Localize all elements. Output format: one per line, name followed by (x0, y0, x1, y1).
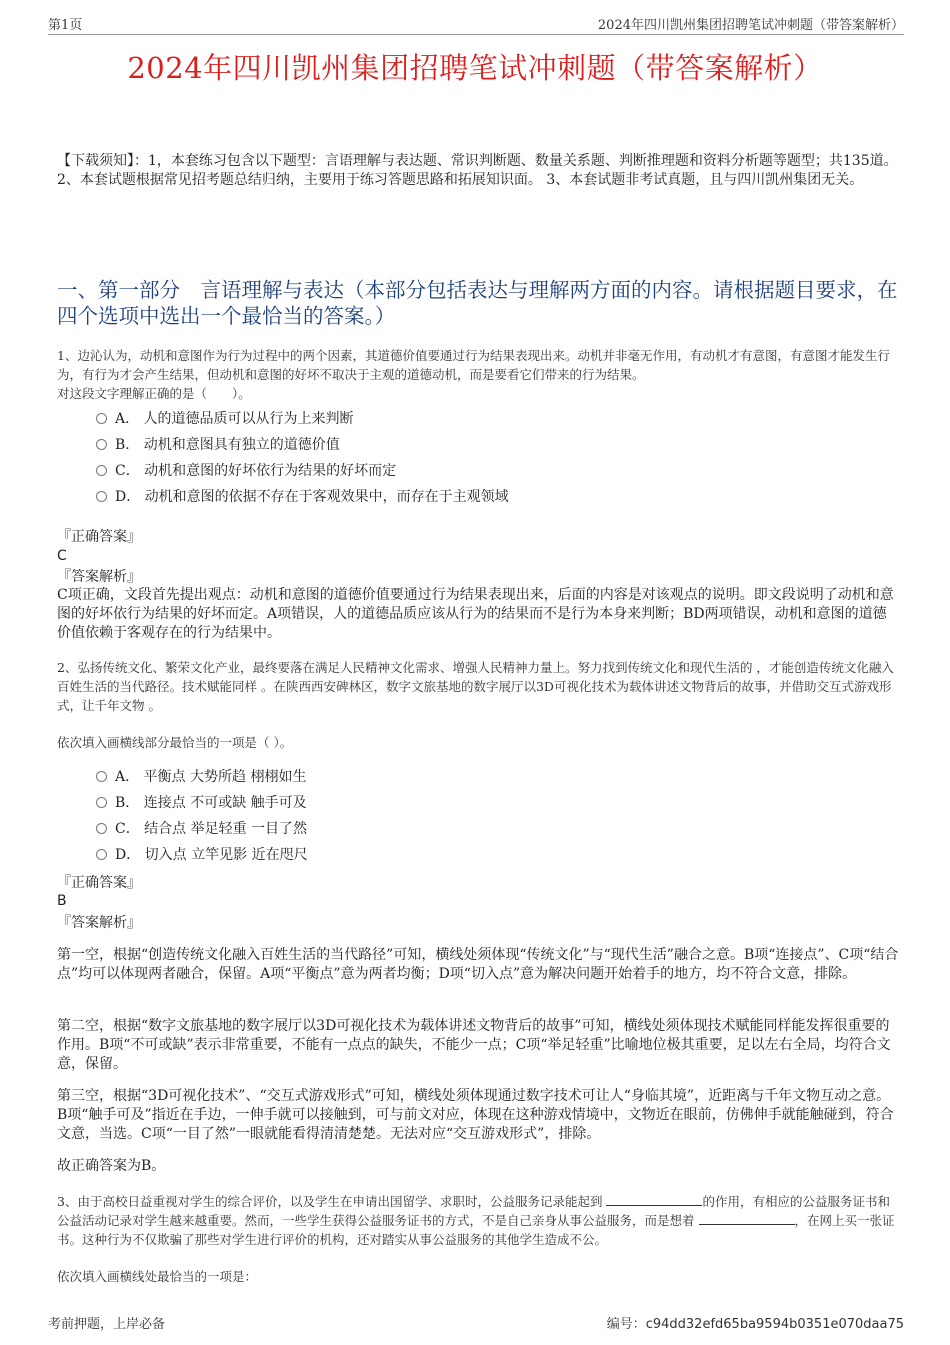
radio-icon[interactable] (96, 491, 107, 502)
q2-answer: B (57, 893, 67, 909)
q1-analysis: C项正确，文段首先提出观点：动机和意图的道德价值要通过行为结果表现出来，后面的内容是对该观点的说明。即文段说明了动机和意图的好坏依行为结果的好坏而定。A项错误，人的道德品质应该从行为的结果而不是行为本身来判断；BD两项错误，动机和意图的道德价值依赖于客观存在的行为结果中。 (57, 587, 894, 641)
q3-stem-a: 3、由于高校日益重视对学生的综合评价，以及学生在申请出国留学、求职时，公益服务记录能起到 (57, 1194, 603, 1209)
q1-stem-text: 1、边沁认为，动机和意图作为行为过程中的两个因素，其道德价值要通过行为结果表现出来。动机并非毫无作用，有动机才有意图，有意图才能发生行为，有行为才会产生结果，但动机和意图的好坏不取决于主观的道德动机，而是要看它们带来的行为结果。 (57, 348, 890, 382)
q3-stem-c: ，在网上买一张证书。这种行为不仅欺骗了那些对学生进行评价的机构，还对踏实从事公益服务的其他学生造成不公。 (57, 1213, 895, 1247)
page-header (48, 14, 904, 35)
fill-blank-2[interactable] (699, 1212, 795, 1225)
q2-analysis-p2: 第二空，根据“数字文旅基地的数字展厅以3D可视化技术为载体讲述文物背后的故事”可知，横线处须体现技术赋能同样能发挥很重要的作用。B项“不可或缺”表示非常重要，不能有一点点的缺失，不能少一点；C项“举足轻重”比喻地位极其重要，足以左右全局，均符合文意，保留。 (57, 1018, 891, 1072)
q1-ask: 对这段文字理解正确的是（ ）。 (57, 386, 251, 401)
radio-icon[interactable] (96, 771, 107, 782)
page-footer (48, 1313, 904, 1333)
q1-option-c-label: C． 动机和意图的好坏依行为结果的好坏而定 (115, 463, 397, 479)
radio-icon[interactable] (96, 465, 107, 476)
q1-option-d-label: D． 动机和意图的依据不存在于客观效果中，而存在于主观领域 (115, 489, 509, 505)
footer-code (607, 1313, 904, 1332)
q3-stem (57, 1192, 899, 1249)
q1-option-b-label: B． 动机和意图具有独立的道德价值 (115, 437, 340, 453)
page-number: 第1页 (48, 18, 83, 33)
radio-icon[interactable] (96, 797, 107, 808)
q2-option-b[interactable] (96, 793, 307, 813)
q2-option-c[interactable] (96, 819, 307, 839)
fill-blank-1[interactable] (606, 1193, 702, 1206)
header-doc-title: 2024年四川凯州集团招聘笔试冲刺题（带答案解析） (597, 18, 904, 33)
radio-icon[interactable] (96, 439, 107, 450)
q1-analysis-label: 『答案解析』 (57, 569, 141, 585)
q2-option-d[interactable] (96, 845, 308, 865)
q2-conclusion: 故正确答案为B。 (57, 1158, 166, 1174)
q3-stem-b: 的作用，有相应的公益服务证书和公益活动记录对学生越来越重要。然而，一些学生获得公益服务证书的方式，不是自己亲身从事公益服务，而是想着 (57, 1194, 890, 1228)
q1-option-a-label: A． 人的道德品质可以从行为上来判断 (115, 411, 354, 427)
radio-icon[interactable] (96, 823, 107, 834)
q2-ask: 依次填入画横线部分最恰当的一项是（ ）。 (57, 735, 293, 750)
q1-stem (57, 346, 899, 403)
q1-answer-label: 『正确答案』 (57, 529, 141, 545)
footer-code-value: c94dd32efd65ba9594b0351e070daa75 (645, 1317, 904, 1332)
footer-code-label: 编号： (606, 1317, 646, 1332)
section-title: 一、第一部分 言语理解与表达（本部分包括表达与理解两方面的内容。请根据题目要求，在四个选项中选出一个最恰当的答案。） (57, 278, 898, 328)
q1-option-a[interactable] (96, 409, 354, 429)
document-title: 2024年四川凯州集团招聘笔试冲刺题（带答案解析） (127, 51, 823, 85)
q1-option-b[interactable] (96, 435, 340, 455)
footer-slogan: 考前押题，上岸必备 (48, 1317, 166, 1332)
q3-ask: 依次填入画横线处最恰当的一项是： (57, 1269, 258, 1284)
q2-option-d-label: D． 切入点 立竿见影 近在咫尺 (115, 847, 308, 863)
q2-answer-label: 『正确答案』 (57, 875, 141, 891)
q2-option-b-label: B． 连接点 不可或缺 触手可及 (115, 795, 307, 811)
radio-icon[interactable] (96, 849, 107, 860)
q2-option-a[interactable] (96, 767, 306, 787)
q2-analysis-label: 『答案解析』 (57, 915, 141, 931)
radio-icon[interactable] (96, 413, 107, 424)
q2-analysis-p1: 第一空，根据“创造传统文化融入百姓生活的当代路径”可知，横线处须体现“传统文化”与“现代生活”融合之意。B项“连接点”、C项“结合点”均可以体现两者融合，保留。A项“平衡点”意为两者均衡；D项“切入点”意为解决问题开始着手的地方，均不符合文意，排除。 (57, 947, 899, 982)
download-notice: 【下载须知】：1，本套练习包含以下题型：言语理解与表达题、常识判断题、数量关系题、判断推理题和资料分析题等题型；共135道。 2、本套试题根据常见招考题总结归纳，主要用于练习答题思路和拓展知识面。 3、本套试题非考试真题，且与四川凯州集团无关。 (57, 153, 898, 188)
q2-stem: 2、弘扬传统文化、繁荣文化产业，最终要落在满足人民精神文化需求、增强人民精神力量上。努力找到传统文化和现代生活的 ，才能创造传统文化融入百姓生活的当代路径。技术赋能同样 。在陕西西安碑林区，数字文旅基地的数字展厅以3D可视化技术为载体讲述文物背后的故事，并借助交互式游戏形式，让千年文物 。 (57, 660, 894, 713)
q2-analysis-p3: 第三空，根据“3D可视化技术”、“交互式游戏形式”可知，横线处须体现通过数字技术可让人“身临其境”，近距离与千年文物互动之意。B项“触手可及”指近在手边，一伸手就可以接触到，可与前文对应，体现在这种游戏情境中，文物近在眼前，仿佛伸手就能触碰到，符合文意，当选。C项“一目了然”一眼就能看得清清楚楚。无法对应“交互游戏形式”，排除。 (57, 1088, 894, 1142)
q1-answer: C (57, 548, 67, 564)
q2-option-c-label: C． 结合点 举足轻重 一目了然 (115, 821, 308, 837)
q1-option-d[interactable] (96, 487, 509, 507)
q2-option-a-label: A． 平衡点 大势所趋 栩栩如生 (115, 769, 307, 785)
q1-option-c[interactable] (96, 461, 396, 481)
